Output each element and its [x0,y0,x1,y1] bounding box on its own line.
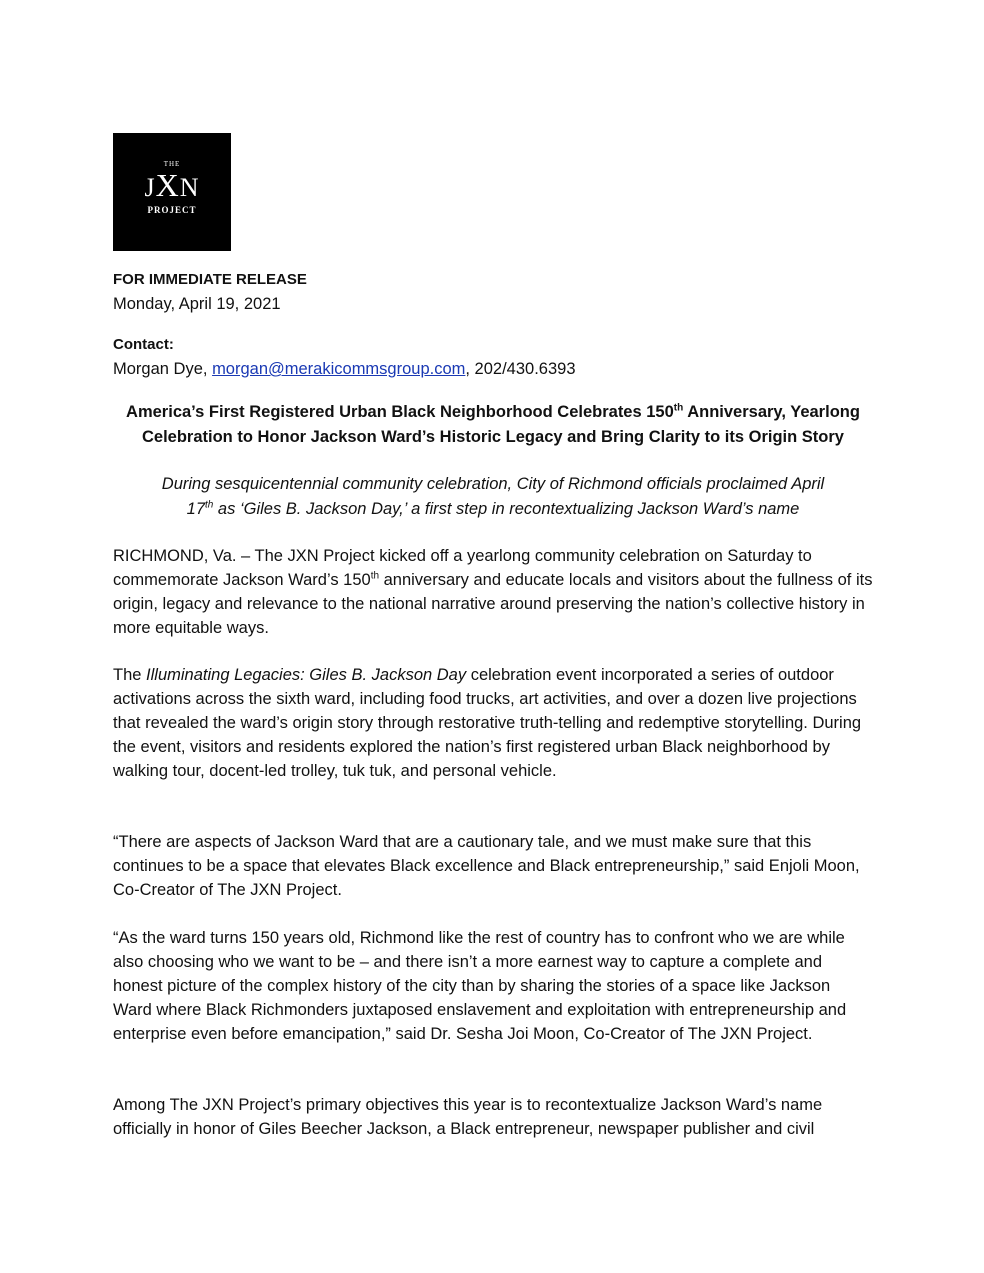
headline-line-2: Celebration to Honor Jackson Ward’s Historic Legacy and Bring Clarity to its Origin Story [142,428,844,446]
logo-project-text: PROJECT [147,205,197,215]
body-paragraph-2: The Illuminating Legacies: Giles B. Jackson Day celebration event incorporated a series of outdoor activations across the sixth ward, including food trucks, art activities, and over a dozen live projections that revealed the ward’s origin story through restorative truth-telling and redemptive storytelling. During the event, visitors and residents explored the nation’s first registered urban Black neighborhood by walking tour, docent-led trolley, tuk tuk, and personal vehicle. [113,666,862,780]
subheadline [113,472,873,522]
body-paragraph-3-quote: “There are aspects of Jackson Ward that are a cautionary tale, and we must make sure that this continues to be a space that elevates Black excellence and Black entrepreneurship,” said Enjoli Moon, Co-Creator of The JXN Project. [113,833,860,899]
contact-info [113,333,873,381]
event-name-italic: Illuminating Legacies: Giles B. Jackson Day [146,666,467,684]
release-label: FOR IMMEDIATE RELEASE [113,271,307,288]
contact-line [113,357,873,381]
release-date: Monday, April 19, 2021 [113,295,281,313]
contact-label: Contact: [113,336,174,353]
release-info [113,268,873,316]
subheadline-line-1: During sesquicentennial community celebration, City of Richmond officials proclaimed April [161,475,825,493]
logo-jxn-mark [113,169,231,201]
body-paragraph-5: Among The JXN Project’s primary objectives this year is to recontextualize Jackson Ward’s name officially in honor of Giles Beecher Jackson, a Black entrepreneur, newspaper publisher and civil [113,1096,823,1138]
logo-letter-n: N [179,173,200,202]
contact-name: Morgan Dye, [113,360,208,378]
body-paragraph-1: RICHMOND, Va. – The JXN Project kicked off a yearlong community celebration on Saturday to commemorate Jackson Ward’s 150th anniversary and educate locals and visitors about the fullness of its origin, legacy and relevance to the national narrative around preserving the nation’s collective history in more equitable ways. [113,547,873,637]
contact-phone: , 202/430.6393 [465,360,576,378]
headline [113,400,873,450]
headline-line-1: America’s First Registered Urban Black Neighborhood Celebrates 150th Anniversary, Yearlong [126,402,860,421]
jxn-project-logo [113,133,231,251]
contact-email-link[interactable]: morgan@merakicommsgroup.com [212,360,466,378]
logo-letter-j: J [144,173,156,202]
logo-the-text: THE [163,160,181,168]
body-paragraph-4-quote: “As the ward turns 150 years old, Richmond like the rest of country has to confront who we are while also choosing who we want to be – and there isn’t a more earnest way to capture a complete and honest picture of the complex history of the city than by sharing the stories of a space like Jackson Ward where Black Richmonders juxtaposed enslavement and exploitation with entrepreneurship and enterprise even before emancipation,” said Dr. Sesha Joi Moon, Co-Creator of The JXN Project. [113,929,847,1043]
logo-letter-x: X [155,167,180,203]
subheadline-line-2: 17th as ‘Giles B. Jackson Day,’ a first step in recontextualizing Jackson Ward’s name [186,499,800,518]
